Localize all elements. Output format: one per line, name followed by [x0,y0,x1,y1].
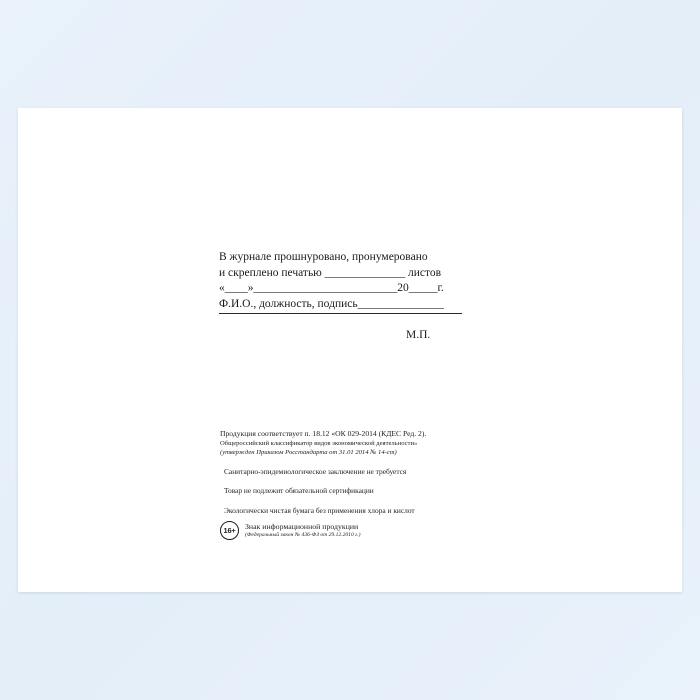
legal-block [220,429,500,516]
age-mark-row [220,521,361,540]
page-content [18,108,682,592]
legal-paragraph-2: Товар не подлежит обязательной сертификации [224,486,374,495]
certification-line-3: «____»_________________________20_____г. [219,282,444,294]
age-mark-title: Знак информационной продукции [245,521,359,531]
certification-line-4: Ф.И.О., должность, подпись_______________ [219,297,444,310]
certification-line-2: и скреплено печатью ______________ листов [219,266,442,279]
certification-block [219,250,479,314]
legal-line-1: Продукция соответствует п. 18.12 «ОК 029-2014 (КДЕС Ред. 2). [220,429,427,438]
legal-line-3: (утвержден Приказом Росстандарта от 31.01 2014 № 14-ст) [220,449,397,456]
signature-rule [219,313,462,314]
age-rating-badge: 16+ [220,521,239,540]
document-page [18,108,682,592]
legal-line-2: Общероссийский классификатор видов экономической деятельности» [220,440,418,447]
legal-paragraph-3: Экологически чистая бумага без применения хлора и кислот [224,505,415,515]
legal-paragraph-1: Санитарно-эпидемиологическое заключение не требуется [224,466,407,476]
certification-line-1: В журнале прошнуровано, пронумеровано [219,251,428,263]
age-mark-subtitle: (Федеральный закон № 436-ФЗ от 29.12.2010 г.) [245,532,361,539]
stamp-place-label: М.П. [406,329,431,341]
age-mark-text [245,522,361,540]
